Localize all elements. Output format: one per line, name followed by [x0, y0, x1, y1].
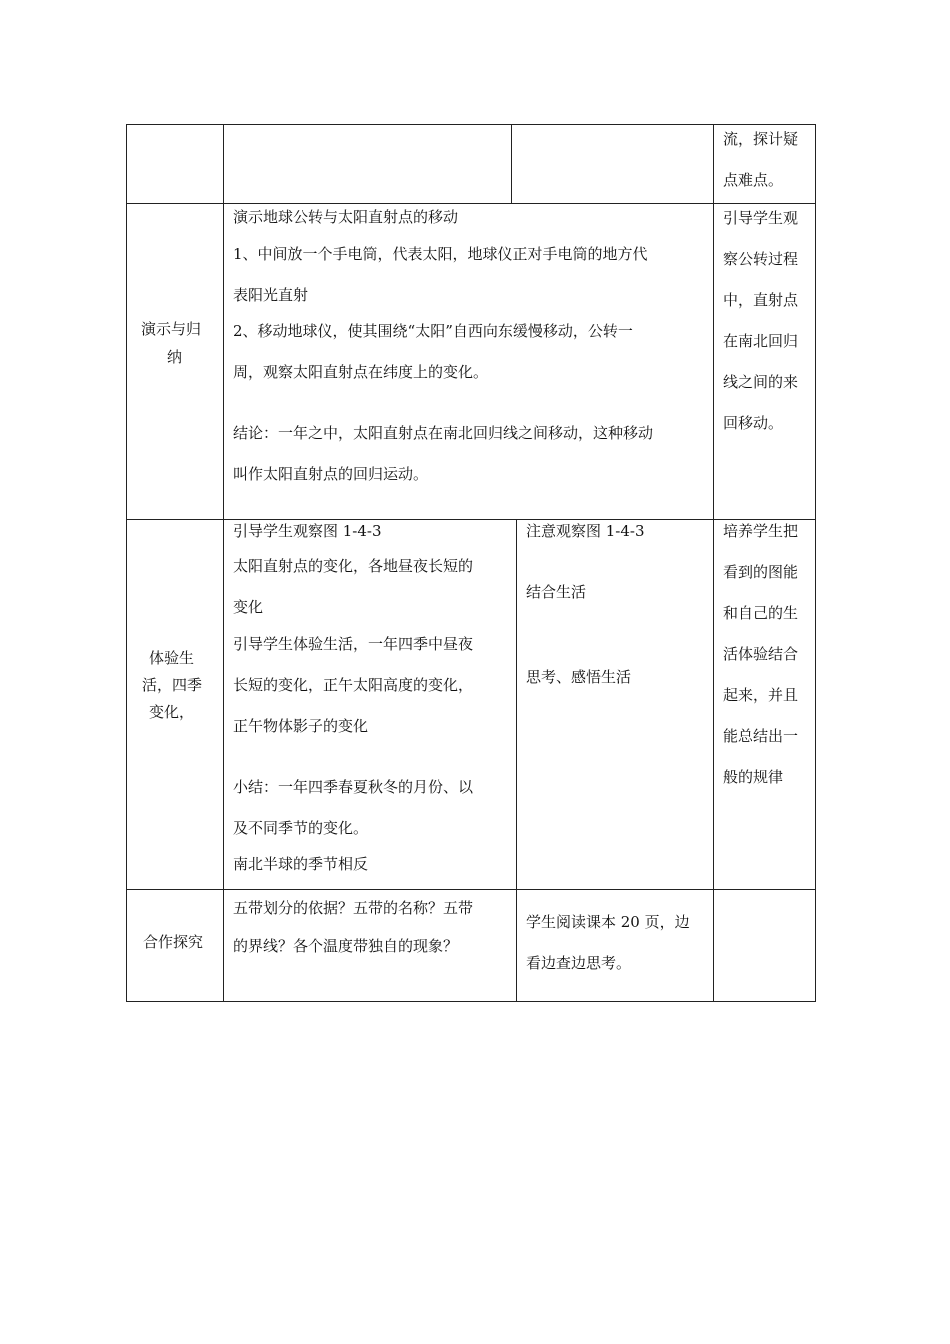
student-activity-cell [511, 125, 713, 203]
text-line: 看边查边思考。 [526, 954, 632, 972]
teacher-activity-cell [223, 204, 713, 519]
text-line: 及不同季节的变化。 [233, 819, 369, 837]
text-line: 长短的变化，正午太阳高度的变化， [233, 676, 474, 694]
text-line: 引导学生观察图 1-4-3 [233, 522, 382, 540]
text-line: 培养学生把 [723, 522, 799, 540]
table-row [126, 124, 816, 204]
text-line: 五带划分的依据？五带的名称？五带 [233, 899, 474, 917]
text-line: 起来，并且 [723, 686, 799, 704]
text-line: 看到的图能 [723, 563, 799, 581]
text-line: 2、移动地球仪，使其围绕“太阳”自西向东缓慢移动，公转一 [233, 322, 633, 340]
stage-cell [127, 125, 223, 203]
teacher-activity-cell [223, 520, 516, 889]
text-line: 在南北回归 [723, 332, 799, 350]
text-line: 活体验结合 [723, 645, 799, 663]
text-line: 引导学生体验生活，一年四季中昼夜 [233, 635, 474, 653]
text-line: 1、中间放一个手电筒，代表太阳，地球仪正对手电筒的地方代 [233, 245, 648, 263]
stage-cell [127, 890, 223, 1001]
text-line: 引导学生观 [723, 209, 799, 227]
stage-label: 合作探究 [143, 933, 204, 951]
text-line: 演示地球公转与太阳直射点的移动 [233, 208, 459, 226]
design-intent-cell [713, 125, 817, 203]
stage-label: 演示与归 [141, 320, 202, 338]
stage-label: 体验生 [149, 649, 195, 667]
text-line: 流，探计疑 [723, 130, 799, 148]
teacher-activity-cell [223, 125, 511, 203]
student-activity-cell [516, 520, 713, 889]
text-line: 正午物体影子的变化 [233, 717, 369, 735]
text-line: 太阳直射点的变化，各地昼夜长短的 [233, 557, 474, 575]
text-line: 注意观察图 1-4-3 [526, 522, 645, 540]
stage-label: 变化， [149, 703, 195, 721]
text-line: 表阳光直射 [233, 286, 309, 304]
stage-label: 活，四季 [142, 676, 203, 694]
table-row [126, 204, 816, 520]
text-line: 变化 [233, 598, 264, 616]
design-intent-cell [713, 890, 817, 1001]
text-line: 中，直射点 [723, 291, 799, 309]
text-line: 能总结出一 [723, 727, 799, 745]
design-intent-cell [713, 520, 817, 889]
text-line: 点难点。 [723, 171, 784, 189]
table-row [126, 520, 816, 890]
text-line: 的界线？各个温度带独自的现象？ [233, 937, 459, 955]
teacher-activity-cell [223, 890, 516, 1001]
text-line: 察公转过程 [723, 250, 799, 268]
text-line: 叫作太阳直射点的回归运动。 [233, 465, 429, 483]
text-line: 般的规律 [723, 768, 784, 786]
text-line: 结论：一年之中，太阳直射点在南北回归线之间移动，这种移动 [233, 424, 654, 442]
text-line: 南北半球的季节相反 [233, 855, 369, 873]
student-activity-cell [516, 890, 713, 1001]
text-line: 学生阅读课本 20 页，边 [526, 913, 690, 931]
stage-cell [127, 520, 223, 889]
text-line: 周，观察太阳直射点在纬度上的变化。 [233, 363, 489, 381]
text-line: 结合生活 [526, 583, 587, 601]
stage-cell [127, 204, 223, 519]
table-row [126, 890, 816, 1002]
text-line: 线之间的来 [723, 373, 799, 391]
text-line: 和自己的生 [723, 604, 799, 622]
text-line: 小结：一年四季春夏秋冬的月份、以 [233, 778, 474, 796]
text-line: 思考、感悟生活 [526, 668, 632, 686]
design-intent-cell [713, 204, 817, 519]
stage-label: 纳 [167, 348, 183, 366]
text-line: 回移动。 [723, 414, 784, 432]
